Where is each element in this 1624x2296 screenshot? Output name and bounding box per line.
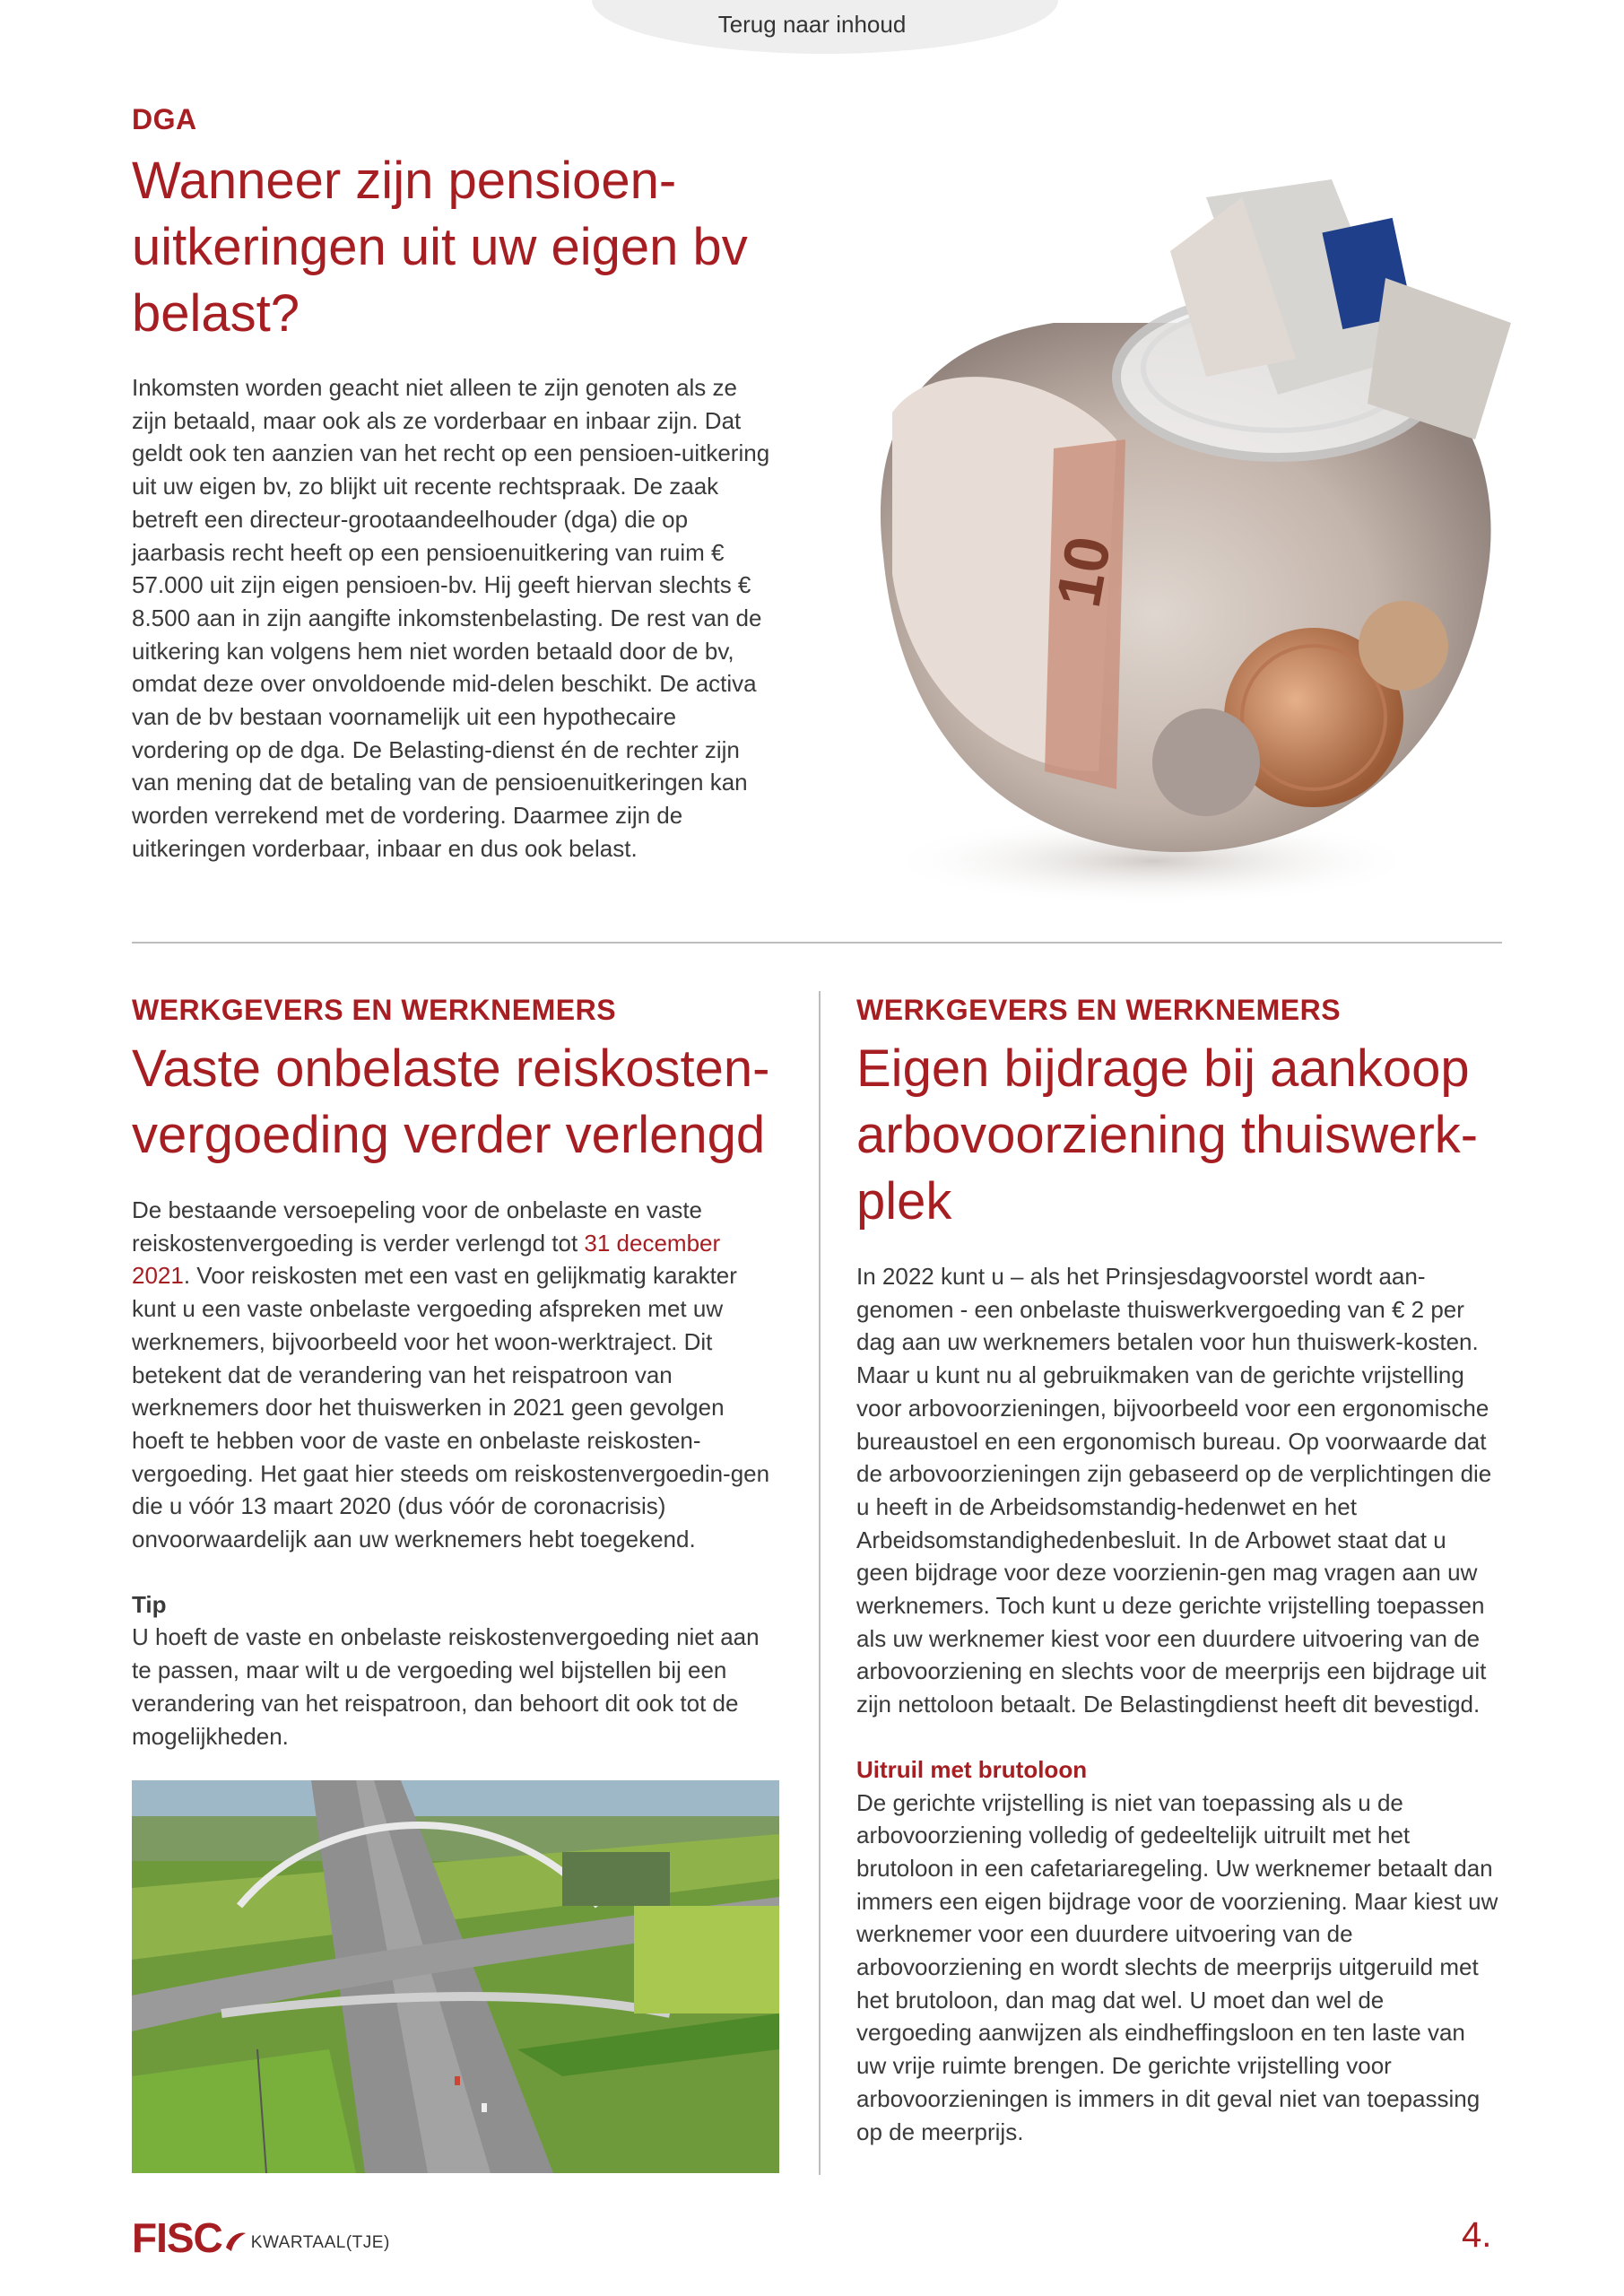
arbo-headline-line: Eigen bijdrage bij aankoop <box>856 1039 1470 1098</box>
arbo-sub-body: De gerichte vrijstelling is niet van toepassing als u de arbovoorziening volledig of gedeeltelijk uitruilt met het brutoloon in een cafetariaregeling. Uw werknemer betaalt dan immers een eigen bijdrage voor de voorziening. Maar kiest uw werknemer voor een duurdere uitvoering van de arbovoorziening en wordt slechts de meerprijs uitgeruild met het brutoloon, dan mag dat wel. U moet dan wel de vergoeding aanwijzen als eindheffingsloon en ten laste van uw vrije ruimte brengen. De gerichte vrijstelling voor arbovoorzieningen is immers in dit geval niet van toepassing op de meerprijs. <box>856 1788 1498 2145</box>
motorway-aerial-image <box>132 1780 779 2173</box>
fisc-logo <box>132 2214 390 2261</box>
logo-swoosh-icon <box>224 2230 248 2253</box>
back-to-contents-link[interactable]: Terug naar inhoud <box>717 11 907 38</box>
dga-headline-line: uitkeringen uit uw eigen bv <box>132 218 748 276</box>
logo-sub-text: KWARTAAL(TJE) <box>250 2233 390 2252</box>
reiskosten-kicker: WERKGEVERS EN WERKNEMERS <box>132 994 617 1026</box>
arbo-subheading: Uitruil met brutoloon <box>856 1755 1088 1783</box>
dga-body-text: Inkomsten worden geacht niet alleen te zijn genoten als ze zijn betaald, maar ook als ze vorderbaar en inbaar zijn. Dat geldt ook ten aanzien van het recht op een pensioen-uitkering uit uw eigen bv, zo blijkt uit recente rechtspraak. De zaak betreft een directeur-grootaandeelhouder (dga) die op jaarbasis recht heeft op een pensioenuitkering van ruim € 57.000 uit zijn eigen pensioen-bv. Hij geeft hiervan slechts € 8.500 aan in zijn aangifte inkomstenbelasting. De rest van de uitkering kan volgens hem niet worden betaald door de bv, omdat deze over onvoldoende mid-delen beschikt. De activa van de bv bestaan voornamelijk uit een hypothecaire vordering op de dga. De Belasting-dienst én de rechter zijn van mening dat de betaling van de pensioenuitkeringen kan worden verrekend met de vordering. Daarmee zijn de uitkeringen vorderbaar, inbaar en dus ook belast. <box>132 374 770 862</box>
reiskosten-headline-line: Vaste onbelaste reiskosten- <box>132 1039 770 1098</box>
reiskosten-body-text: . Voor reiskosten met een vast en gelijkmatig karakter kunt u een vaste onbelaste vergoeding afspreken met uw werknemers, bijvoorbeeld voor het woon-werktraject. Dit betekent dat de verandering van het reispatroon van werknemers door het thuiswerken in 2021 geen gevolgen hoeft te hebben voor de vaste en onbelaste reiskosten-vergoeding. Het gaat hier steeds om reiskostenvergoedin-gen die u vóór 13 maart 2020 (dus vóór de coronacrisis) onvoorwaardelijk aan uw werknemers hebt toegekend. <box>132 1262 770 1553</box>
deadline-highlight: 31 december 2021 <box>132 1229 721 1290</box>
banknote-denomination: 10 <box>1042 531 1125 613</box>
reiskosten-headline <box>132 1036 813 1169</box>
arbo-headline <box>856 1036 1502 1235</box>
page-number: 4. <box>1462 2215 1492 2255</box>
logo-main-text: FISC <box>132 2214 222 2261</box>
dga-kicker: DGA <box>132 103 197 135</box>
dga-headline-line: Wanneer zijn pensioen- <box>132 152 677 210</box>
dga-headline-line: belast? <box>132 284 300 343</box>
arbo-headline-line: arbovoorziening thuiswerk- <box>856 1106 1479 1164</box>
section-divider <box>132 942 1502 944</box>
column-divider <box>819 991 821 2175</box>
reiskosten-headline-line: vergoeding verder verlengd <box>132 1106 766 1164</box>
arbo-headline-line: plek <box>856 1172 952 1231</box>
dga-body <box>132 371 777 865</box>
arbo-body <box>856 1260 1500 2148</box>
tip-body: U hoeft de vaste en onbelaste reiskostenvergoeding niet aan te passen, maar wilt u de vergoeding wel bijstellen bij een verandering van het reispatroon, dan behoort dit ook tot de mogelijkheden. <box>132 1623 760 1750</box>
reiskosten-body-text: De bestaande versoepeling voor de onbelaste en vaste reiskostenvergoeding is verder verlengd tot <box>132 1196 702 1257</box>
arbo-kicker: WERKGEVERS EN WERKNEMERS <box>856 994 1342 1026</box>
dga-headline <box>132 148 831 347</box>
tip-heading: Tip <box>132 1590 167 1618</box>
money-jar-image <box>829 144 1529 933</box>
arbo-body-text: In 2022 kunt u – als het Prinsjesdagvoorstel wordt aan-genomen - een onbelaste thuiswerkvergoeding van € 2 per dag aan uw werknemers betalen voor hun thuiswerk-kosten. Maar u kunt nu al gebruikmaken van de gerichte vrijstelling voor arbovoorzieningen, bijvoorbeeld voor een ergonomische bureaustoel en een ergonomisch bureau. Op voorwaarde dat de arbovoorzieningen zijn gebaseerd op de verplichtingen die u heeft in de Arbeidsomstandig-hedenwet en het Arbeidsomstandighedenbesluit. In de Arbowet staat dat u geen bijdrage voor deze voorzienin-gen mag vragen aan uw werknemers. Toch kunt u deze gerichte vrijstelling toepassen als uw werknemer kiest voor een duurdere uitvoering van de arbovoorziening en slechts voor de meerprijs een bijdrage uit zijn nettoloon betaalt. De Belastingdienst heeft dit bevestigd. <box>856 1263 1492 1718</box>
reiskosten-body <box>132 1194 782 1752</box>
